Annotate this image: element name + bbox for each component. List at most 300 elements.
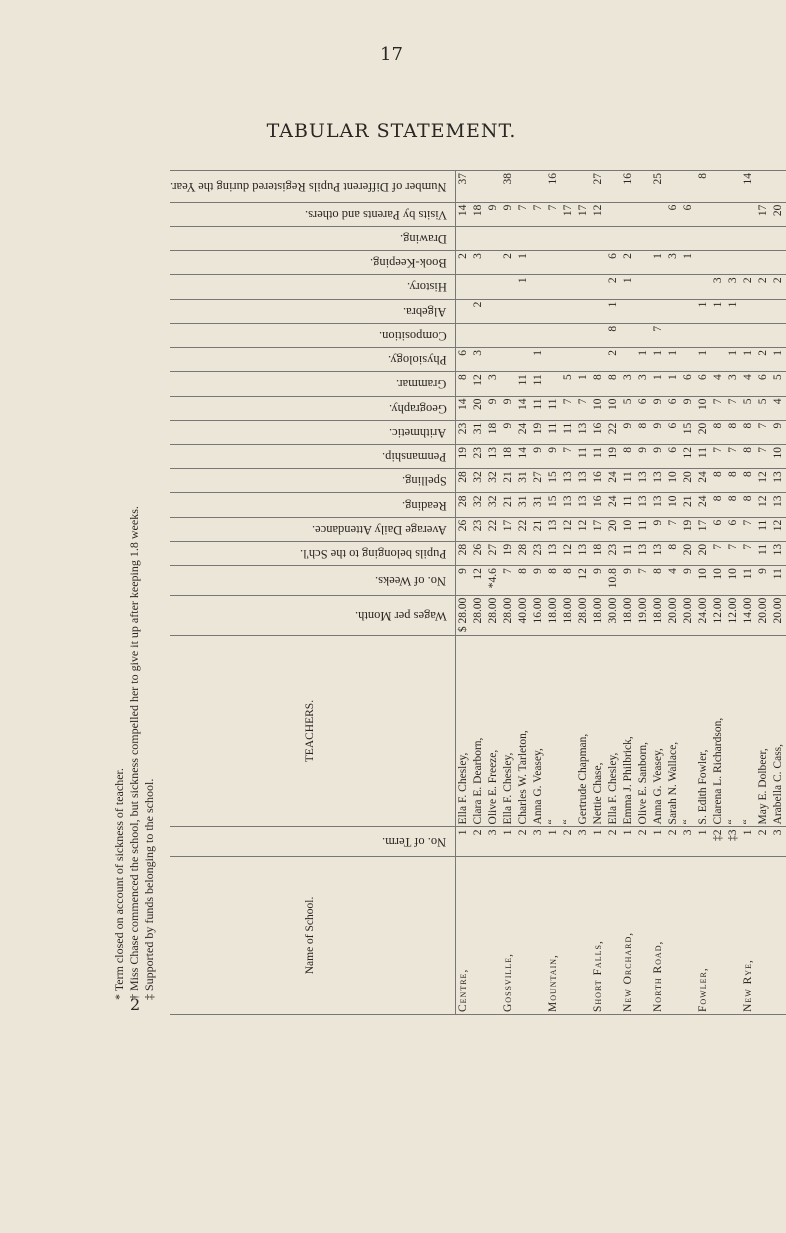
header-history: History. [170, 275, 456, 299]
cell-spelling: 11 [621, 469, 636, 493]
cell-algebra: 1 [726, 299, 741, 323]
cell-attendance: 26 [456, 517, 472, 541]
cell-reading: 8 [741, 493, 756, 517]
cell-visits: 9 [501, 202, 516, 226]
cell-wages: 18.00 [651, 595, 666, 635]
cell-spelling: 24 [606, 469, 621, 493]
cell-grammar: 5 [771, 372, 786, 396]
cell-penmanship: 12 [681, 444, 696, 468]
cell-pupils: 20 [681, 541, 696, 565]
footnote: * Term closed on account of sickness of teacher. [112, 768, 126, 1000]
cell-history [501, 275, 516, 299]
cell-penmanship: 7 [711, 444, 726, 468]
cell-weeks: 9 [681, 566, 696, 596]
cell-algebra [621, 299, 636, 323]
cell-bookkeeping: 3 [666, 251, 681, 275]
cell-teacher: S. Edith Fowler, [696, 635, 711, 827]
cell-reading: 31 [516, 493, 531, 517]
cell-wages: 18.00 [591, 595, 606, 635]
cell-school [576, 856, 591, 1014]
cell-grammar: 3 [726, 372, 741, 396]
cell-weeks: 8 [651, 566, 666, 596]
cell-arithmetic: 11 [546, 420, 561, 444]
cell-history: 3 [711, 275, 726, 299]
cell-geography: 6 [666, 396, 681, 420]
cell-reading: 13 [636, 493, 651, 517]
cell-bookkeeping [486, 251, 501, 275]
footnotes [112, 380, 232, 1000]
cell-algebra: 2 [471, 299, 486, 323]
cell-term: 1 [591, 827, 606, 857]
cell-composition [471, 323, 486, 347]
cell-history [561, 275, 576, 299]
cell-bookkeeping [546, 251, 561, 275]
cell-weeks: 10 [696, 566, 711, 596]
table-row [591, 171, 606, 1015]
cell-reading: 32 [471, 493, 486, 517]
cell-wages: 19.00 [636, 595, 651, 635]
cell-visits [711, 202, 726, 226]
cell-geography: 9 [681, 396, 696, 420]
cell-spelling: 16 [591, 469, 606, 493]
cell-term: 1 [501, 827, 516, 857]
cell-bookkeeping [756, 251, 771, 275]
cell-teacher: Olive E. Sanborn, [636, 635, 651, 827]
cell-geography: 9 [651, 396, 666, 420]
cell-teacher: Sarah N. Wallace, [666, 635, 681, 827]
cell-penmanship: 11 [696, 444, 711, 468]
cell-history: 1 [516, 275, 531, 299]
cell-pupils: 11 [621, 541, 636, 565]
cell-bookkeeping: 1 [681, 251, 696, 275]
cell-wages: 14.00 [741, 595, 756, 635]
cell-pupils: 28 [516, 541, 531, 565]
cell-grammar: 5 [561, 372, 576, 396]
cell-physiology [591, 348, 606, 372]
cell-composition [681, 323, 696, 347]
cell-term: 3 [681, 827, 696, 857]
cell-bookkeeping [726, 251, 741, 275]
cell-pupils: 13 [651, 541, 666, 565]
cell-composition [771, 323, 786, 347]
cell-teacher: Arabella C. Cass, [771, 635, 786, 827]
cell-history [546, 275, 561, 299]
cell-drawing [711, 226, 726, 250]
cell-composition [756, 323, 771, 347]
table-row [711, 171, 726, 1015]
header-term: No. of Term. [170, 827, 456, 857]
cell-teacher: Ella F. Chesley, [456, 635, 472, 827]
header-registered: Number of Different Pupils Registered during the Year. [170, 171, 456, 203]
cell-bookkeeping [561, 251, 576, 275]
cell-algebra [756, 299, 771, 323]
cell-physiology: 6 [456, 348, 472, 372]
cell-spelling: 24 [696, 469, 711, 493]
cell-history: 2 [771, 275, 786, 299]
cell-drawing [651, 226, 666, 250]
cell-school [711, 856, 726, 1014]
cell-penmanship: 23 [471, 444, 486, 468]
cell-wages: 24.00 [696, 595, 711, 635]
cell-term: 2 [516, 827, 531, 857]
cell-total [516, 171, 531, 203]
cell-weeks: 7 [501, 566, 516, 596]
cell-drawing [681, 226, 696, 250]
cell-history: 1 [621, 275, 636, 299]
cell-arithmetic: 9 [501, 420, 516, 444]
cell-penmanship: 9 [651, 444, 666, 468]
cell-spelling: 8 [741, 469, 756, 493]
cell-teacher: Olive E. Freeze, [486, 635, 501, 827]
cell-visits: 9 [486, 202, 501, 226]
table-row [456, 171, 472, 1015]
cell-weeks: 9 [621, 566, 636, 596]
cell-pupils: 13 [576, 541, 591, 565]
table-row [681, 171, 696, 1015]
cell-spelling: 13 [561, 469, 576, 493]
cell-drawing [771, 226, 786, 250]
cell-history: 2 [756, 275, 771, 299]
cell-visits [726, 202, 741, 226]
cell-geography: 10 [591, 396, 606, 420]
cell-composition [531, 323, 546, 347]
header-geography: Geography. [170, 396, 456, 420]
cell-geography: 11 [531, 396, 546, 420]
cell-physiology: 2 [606, 348, 621, 372]
cell-spelling: 28 [456, 469, 472, 493]
cell-total: 38 [501, 171, 516, 203]
cell-history [696, 275, 711, 299]
cell-geography: 20 [471, 396, 486, 420]
cell-attendance: 7 [741, 517, 756, 541]
cell-attendance: 7 [666, 517, 681, 541]
cell-bookkeeping [531, 251, 546, 275]
cell-reading: 8 [711, 493, 726, 517]
cell-reading: 24 [606, 493, 621, 517]
tabular-statement-table [170, 170, 785, 1015]
cell-algebra [591, 299, 606, 323]
cell-attendance: 22 [516, 517, 531, 541]
cell-geography: 9 [501, 396, 516, 420]
header-algebra: Algebra. [170, 299, 456, 323]
cell-geography: 11 [546, 396, 561, 420]
cell-pupils: 13 [546, 541, 561, 565]
cell-attendance: 17 [501, 517, 516, 541]
cell-grammar: 4 [741, 372, 756, 396]
header-arithmetic: Arithmetic. [170, 420, 456, 444]
cell-visits [636, 202, 651, 226]
cell-composition [501, 323, 516, 347]
cell-teacher: Clara E. Dearborn, [471, 635, 486, 827]
cell-visits: 6 [666, 202, 681, 226]
cell-total: 37 [456, 171, 472, 203]
cell-physiology: 2 [756, 348, 771, 372]
cell-reading: 21 [681, 493, 696, 517]
cell-history [531, 275, 546, 299]
cell-weeks: 8 [516, 566, 531, 596]
cell-history [681, 275, 696, 299]
cell-term: 3 [486, 827, 501, 857]
cell-term: 2 [606, 827, 621, 857]
cell-grammar: 8 [606, 372, 621, 396]
page-heading: TABULAR STATEMENT. [266, 120, 517, 142]
cell-drawing [486, 226, 501, 250]
cell-total [771, 171, 786, 203]
header-reading: Reading. [170, 493, 456, 517]
cell-pupils: 27 [486, 541, 501, 565]
cell-bookkeeping [696, 251, 711, 275]
cell-reading: 16 [591, 493, 606, 517]
cell-arithmetic: 18 [486, 420, 501, 444]
cell-teacher: May E. Dolbeer, [756, 635, 771, 827]
cell-drawing [636, 226, 651, 250]
cell-pupils: 19 [501, 541, 516, 565]
cell-spelling: 20 [681, 469, 696, 493]
cell-composition [666, 323, 681, 347]
cell-geography: 7 [576, 396, 591, 420]
cell-arithmetic: 6 [666, 420, 681, 444]
cell-penmanship: 18 [501, 444, 516, 468]
cell-term: ‡2 [711, 827, 726, 857]
cell-geography: 5 [756, 396, 771, 420]
cell-physiology: 1 [531, 348, 546, 372]
cell-attendance: 12 [771, 517, 786, 541]
cell-weeks: 11 [741, 566, 756, 596]
table-row [546, 171, 561, 1015]
cell-arithmetic: 31 [471, 420, 486, 444]
cell-composition [726, 323, 741, 347]
cell-pupils: 13 [771, 541, 786, 565]
cell-term: 3 [576, 827, 591, 857]
cell-pupils: 23 [606, 541, 621, 565]
table-row [726, 171, 741, 1015]
cell-visits: 12 [591, 202, 606, 226]
cell-bookkeeping: 2 [456, 251, 472, 275]
cell-wages: 20.00 [756, 595, 771, 635]
header-grammar: Grammar. [170, 372, 456, 396]
cell-algebra [681, 299, 696, 323]
cell-penmanship: 9 [546, 444, 561, 468]
cell-pupils: 7 [726, 541, 741, 565]
cell-arithmetic: 13 [576, 420, 591, 444]
cell-wages: 18.00 [546, 595, 561, 635]
cell-attendance: 13 [546, 517, 561, 541]
cell-weeks: 8 [561, 566, 576, 596]
header-spelling: Spelling. [170, 469, 456, 493]
cell-grammar [546, 372, 561, 396]
cell-arithmetic: 9 [771, 420, 786, 444]
cell-history: 2 [606, 275, 621, 299]
cell-total: 8 [696, 171, 711, 203]
cell-geography: 7 [711, 396, 726, 420]
cell-spelling: 21 [501, 469, 516, 493]
table-row [636, 171, 651, 1015]
cell-reading: 15 [546, 493, 561, 517]
cell-history [486, 275, 501, 299]
footnote: ‡ Supported by funds belonging to the school. [142, 778, 156, 1000]
cell-penmanship: 19 [456, 444, 472, 468]
cell-drawing [471, 226, 486, 250]
cell-attendance: 23 [471, 517, 486, 541]
header-teachers: TEACHERS. [170, 635, 456, 827]
cell-attendance: 17 [696, 517, 711, 541]
cell-algebra [486, 299, 501, 323]
cell-algebra [651, 299, 666, 323]
cell-grammar: 3 [621, 372, 636, 396]
cell-wages: 28.00 [486, 595, 501, 635]
table-row [471, 171, 486, 1015]
cell-attendance: 9 [651, 517, 666, 541]
cell-geography: 5 [621, 396, 636, 420]
cell-pupils: 20 [696, 541, 711, 565]
cell-teacher: Anna G. Veasey, [531, 635, 546, 827]
cell-physiology: 1 [741, 348, 756, 372]
cell-geography: 10 [696, 396, 711, 420]
cell-drawing [591, 226, 606, 250]
cell-bookkeeping [591, 251, 606, 275]
cell-visits: 7 [516, 202, 531, 226]
cell-history [591, 275, 606, 299]
cell-visits: 17 [576, 202, 591, 226]
cell-teacher: Ella F. Chesley, [501, 635, 516, 827]
cell-penmanship: 8 [621, 444, 636, 468]
header-penmanship: Penmanship. [170, 444, 456, 468]
cell-grammar: 1 [576, 372, 591, 396]
cell-wages: 28.00 [471, 595, 486, 635]
cell-term: 1 [651, 827, 666, 857]
cell-wages: 12.00 [726, 595, 741, 635]
cell-drawing [666, 226, 681, 250]
cell-spelling: 13 [771, 469, 786, 493]
cell-drawing [576, 226, 591, 250]
cell-term: ‡3 [726, 827, 741, 857]
cell-penmanship: 8 [741, 444, 756, 468]
cell-spelling: 32 [471, 469, 486, 493]
cell-weeks: 8 [546, 566, 561, 596]
cell-teacher: Anna G. Veasey, [651, 635, 666, 827]
cell-geography: 9 [486, 396, 501, 420]
cell-history [666, 275, 681, 299]
cell-weeks: 10 [726, 566, 741, 596]
cell-reading: 28 [456, 493, 472, 517]
cell-term: 2 [471, 827, 486, 857]
cell-wages: $ 28.00 [456, 595, 472, 635]
cell-grammar: 11 [516, 372, 531, 396]
header-drawing: Drawing. [170, 226, 456, 250]
cell-attendance: 22 [486, 517, 501, 541]
table-row [621, 171, 636, 1015]
cell-grammar: 3 [486, 372, 501, 396]
cell-attendance: 11 [756, 517, 771, 541]
cell-penmanship: 9 [531, 444, 546, 468]
cell-geography: 14 [456, 396, 472, 420]
cell-wages: 16.00 [531, 595, 546, 635]
cell-penmanship: 6 [666, 444, 681, 468]
cell-physiology: 1 [636, 348, 651, 372]
cell-term: 1 [696, 827, 711, 857]
header-physiology: Physiology. [170, 348, 456, 372]
cell-arithmetic: 8 [741, 420, 756, 444]
cell-attendance: 19 [681, 517, 696, 541]
cell-total [606, 171, 621, 203]
cell-total: 16 [546, 171, 561, 203]
cell-visits [696, 202, 711, 226]
cell-term: 1 [546, 827, 561, 857]
cell-total [711, 171, 726, 203]
cell-geography: 7 [561, 396, 576, 420]
table-row [501, 171, 516, 1015]
cell-school [636, 856, 651, 1014]
cell-penmanship: 7 [561, 444, 576, 468]
cell-reading: 32 [486, 493, 501, 517]
cell-history [576, 275, 591, 299]
cell-penmanship: 10 [771, 444, 786, 468]
cell-term: 2 [561, 827, 576, 857]
cell-penmanship: 14 [516, 444, 531, 468]
cell-total [471, 171, 486, 203]
cell-term: 3 [531, 827, 546, 857]
cell-pupils: 18 [591, 541, 606, 565]
table-row [606, 171, 621, 1015]
cell-drawing [741, 226, 756, 250]
cell-weeks: 9 [591, 566, 606, 596]
cell-geography: 5 [741, 396, 756, 420]
table-row [756, 171, 771, 1015]
cell-term: 1 [456, 827, 472, 857]
cell-penmanship: 11 [591, 444, 606, 468]
cell-bookkeeping: 1 [651, 251, 666, 275]
cell-reading: 13 [651, 493, 666, 517]
cell-history [651, 275, 666, 299]
cell-drawing [456, 226, 472, 250]
cell-arithmetic: 7 [756, 420, 771, 444]
cell-geography: 6 [636, 396, 651, 420]
cell-penmanship: 7 [726, 444, 741, 468]
cell-school [606, 856, 621, 1014]
cell-term: 2 [756, 827, 771, 857]
cell-history: 2 [741, 275, 756, 299]
cell-drawing [546, 226, 561, 250]
cell-weeks: 4 [666, 566, 681, 596]
cell-total [681, 171, 696, 203]
cell-pupils: 7 [711, 541, 726, 565]
cell-reading: 24 [696, 493, 711, 517]
cell-arithmetic: 9 [621, 420, 636, 444]
cell-teacher: Ella F. Chesley, [606, 635, 621, 827]
cell-physiology: 1 [771, 348, 786, 372]
table-row [576, 171, 591, 1015]
cell-bookkeeping: 2 [501, 251, 516, 275]
cell-school: Gossville, [501, 856, 516, 1014]
cell-school [756, 856, 771, 1014]
cell-wages: 28.00 [501, 595, 516, 635]
header-bookkeeping: Book-Keeping. [170, 251, 456, 275]
cell-reading: 8 [726, 493, 741, 517]
cell-spelling: 12 [756, 469, 771, 493]
cell-total [726, 171, 741, 203]
cell-spelling: 8 [726, 469, 741, 493]
cell-algebra [546, 299, 561, 323]
cell-algebra [666, 299, 681, 323]
cell-visits: 20 [771, 202, 786, 226]
cell-visits: 7 [546, 202, 561, 226]
cell-school [681, 856, 696, 1014]
cell-physiology: 1 [666, 348, 681, 372]
cell-school [726, 856, 741, 1014]
cell-attendance: 21 [531, 517, 546, 541]
cell-arithmetic: 9 [651, 420, 666, 444]
cell-total: 27 [591, 171, 606, 203]
